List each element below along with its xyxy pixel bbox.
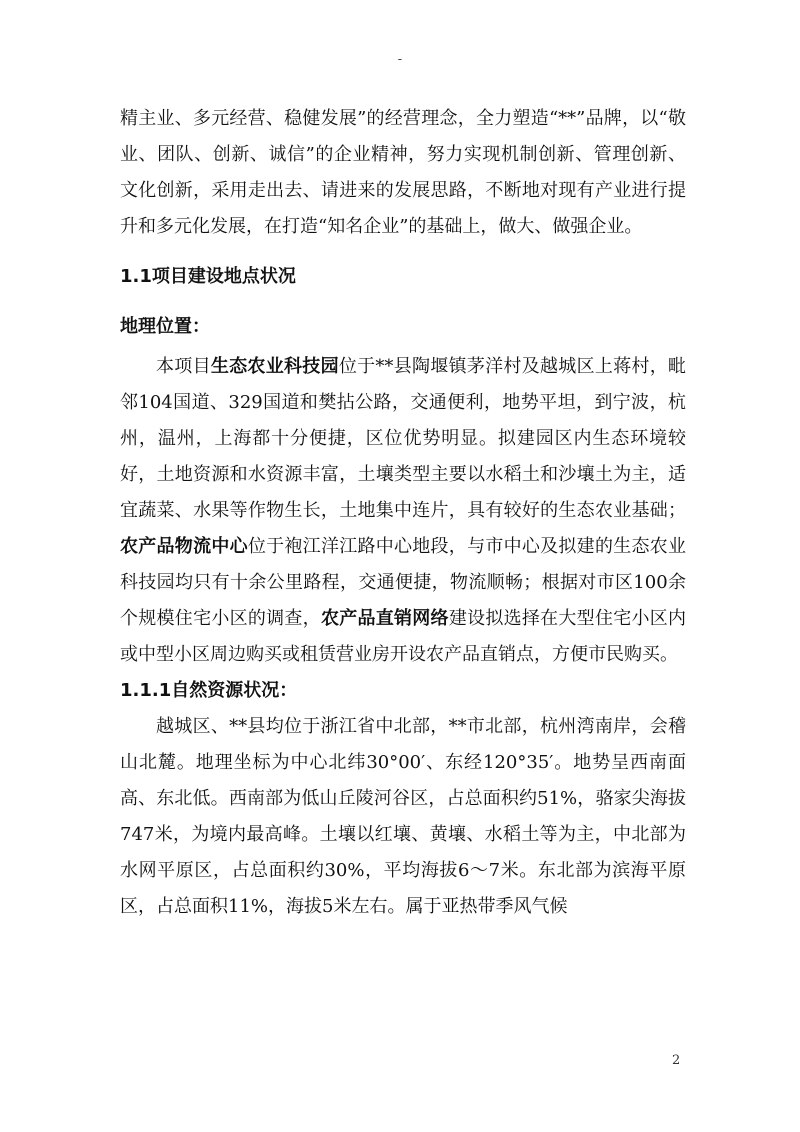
- intro-paragraph: 精主业、多元经营、稳健发展”的经营理念，全力塑造“**”品牌，以“敬业、团队、创新、诚信”的企业精神，努力实现机制创新、管理创新、文化创新，采用走出去、请进来的发展思路，不断地对现有产业进行提升和多元化发展，在打造“知名企业”的基础上，做大、做强企业。: [120, 108, 686, 237]
- geo-text-a: 本项目: [156, 356, 211, 377]
- geo-location-label: 地理位置：: [120, 316, 210, 337]
- geo-location-paragraph: [120, 349, 686, 673]
- eco-park-term: 生态农业科技园: [210, 356, 339, 377]
- geo-text-c: 位于袍江洋江路中心地段，与市中心及拟建的生态农业科技园均只有十余公里路程，交通便捷，物流顺畅；根据对市区100余个规模住宅小区的调查，: [120, 536, 687, 629]
- direct-sales-network-term: 农产品直销网络: [320, 608, 449, 629]
- geo-text-b: 位于**县陶堰镇茅洋村及越城区上蒋村，毗邻104国道、329国道和樊拈公路，交通便利，地势平坦，到宁波，杭州，温州，上海都十分便捷，区位优势明显。拟建园区内生态环境较好，土地资源和水资源丰富，土壤类型主要以水稻土和沙壤土为主，适宜蔬菜、水果等作物生长，土地集中连片，具有较好的生态农业基础；: [120, 356, 687, 521]
- logistics-center-term: 农产品物流中心: [120, 536, 248, 557]
- section-heading-1-1: 1.1项目建设地点状况: [120, 266, 296, 287]
- page-number: 2: [672, 1053, 681, 1068]
- geo-text-d: 建设拟选择在大型住宅小区内或中型小区周边购买或租赁营业房开设农产品直销点，方便市民购买。: [120, 608, 687, 665]
- section-heading-1-1-1: 1.1.1自然资源状况：: [120, 680, 298, 701]
- document-body: [120, 101, 686, 925]
- natural-resources-paragraph: 越城区、**县均位于浙江省中北部，**市北部，杭州湾南岸，会稽山北麓。地理坐标为中心北纬30°00′、东经120°35′。地势呈西南面高、东北低。西南部为低山丘陵河谷区，占总面积约51%，骆家尖海拔747米，为境内最高峰。土壤以红壤、黄壤、水稻土等为主，中北部为水网平原区，占总面积约30%，平均海拔6～7米。东北部为滨海平原区，占总面积11%，海拔5米左右。属于亚热带季风气候: [120, 716, 686, 917]
- header-mark: -: [397, 52, 403, 67]
